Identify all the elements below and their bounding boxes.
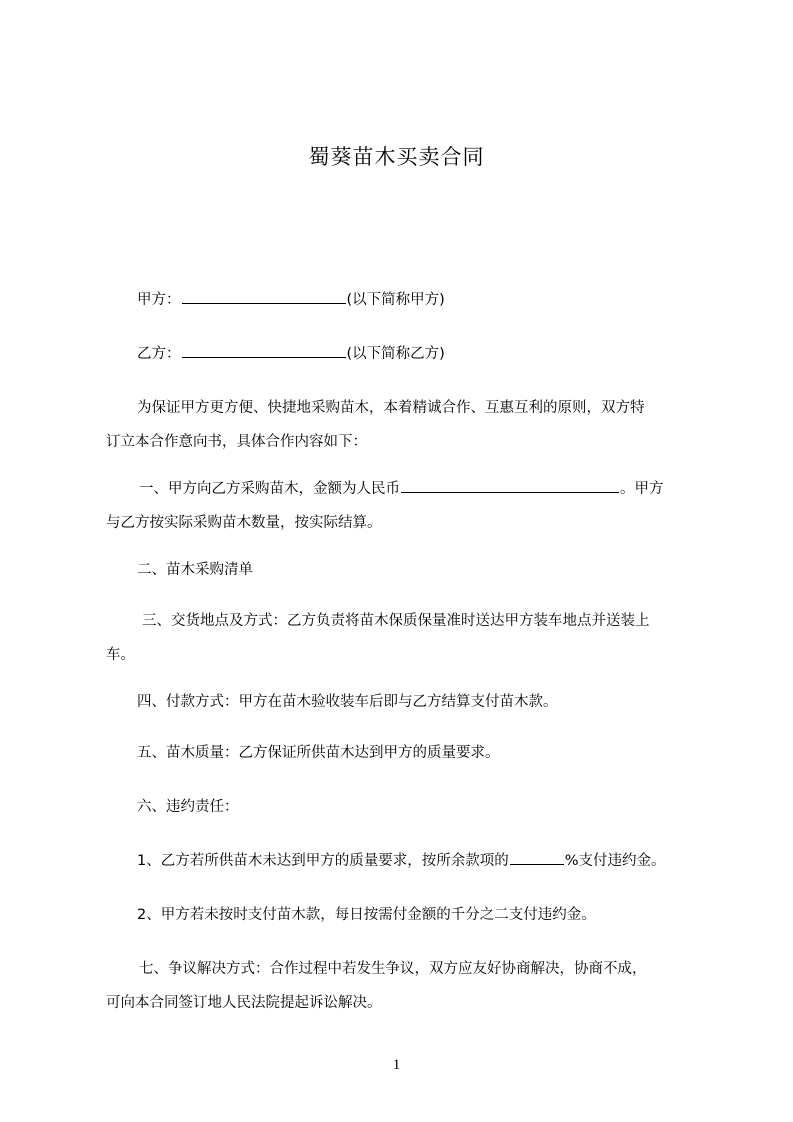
intro-paragraph bbox=[106, 391, 645, 459]
intro-line-1: 为保证甲方更方便、快捷地采购苗木，本着精诚合作、互惠互利的原则，双方特 bbox=[137, 400, 645, 416]
party-a-line bbox=[137, 283, 445, 317]
clause-3 bbox=[106, 604, 650, 672]
clause-1-text-after: 。甲方 bbox=[620, 481, 664, 497]
party-a-label: 甲方： bbox=[137, 292, 181, 308]
clause-6-1-text-after: %支付违约金。 bbox=[564, 853, 666, 869]
page-number: 1 bbox=[392, 1057, 401, 1073]
clause-6-item-2: 2、甲方若未按时支付苗木款，每日按需付金额的千分之二支付违约金。 bbox=[137, 907, 596, 923]
clause-6: 六、违约责任： bbox=[137, 799, 239, 815]
clause-6-item-1 bbox=[137, 844, 666, 878]
clause-4: 四、付款方式：甲方在苗木验收装车后即与乙方结算支付苗木款。 bbox=[137, 694, 558, 710]
clause-7-line-1: 七、争议解决方式：合作过程中若发生争议，双方应友好协商解决，协商不成， bbox=[139, 961, 647, 977]
amount-blank[interactable] bbox=[401, 478, 619, 493]
clause-1-line-2: 与乙方按实际采购苗木数量，按实际结算。 bbox=[106, 515, 382, 531]
clause-6-1-text-before: 1、乙方若所供苗木未达到甲方的质量要求，按所余款项的 bbox=[137, 853, 509, 869]
clause-3-line-1: 三、交货地点及方式：乙方负责将苗木保质保量准时送达甲方装车地点并送装上 bbox=[142, 613, 650, 629]
clause-5: 五、苗木质量：乙方保证所供苗木达到甲方的质量要求。 bbox=[137, 745, 500, 761]
clause-1-line-1 bbox=[106, 472, 664, 506]
clause-3-line-2: 车。 bbox=[106, 647, 135, 663]
intro-line-2: 订立本合作意向书，具体合作内容如下： bbox=[106, 434, 367, 450]
percent-blank[interactable] bbox=[510, 850, 564, 865]
party-b-note: (以下简称乙方) bbox=[346, 346, 445, 362]
party-b-label: 乙方： bbox=[137, 346, 181, 362]
clause-7-line-2: 可向本合同签订地人民法院提起诉讼解决。 bbox=[106, 995, 382, 1011]
clause-7 bbox=[106, 952, 647, 1020]
clause-1-text-before: 一、甲方向乙方采购苗木，金额为人民币 bbox=[139, 481, 400, 497]
party-b-line bbox=[137, 337, 445, 371]
party-b-blank[interactable] bbox=[182, 343, 346, 358]
clause-1 bbox=[106, 472, 664, 540]
party-a-note: (以下简称甲方) bbox=[346, 292, 445, 308]
party-a-blank[interactable] bbox=[182, 289, 346, 304]
document-title: 蜀葵苗木买卖合同 bbox=[308, 145, 485, 169]
clause-2: 二、苗木采购清单 bbox=[137, 562, 253, 578]
